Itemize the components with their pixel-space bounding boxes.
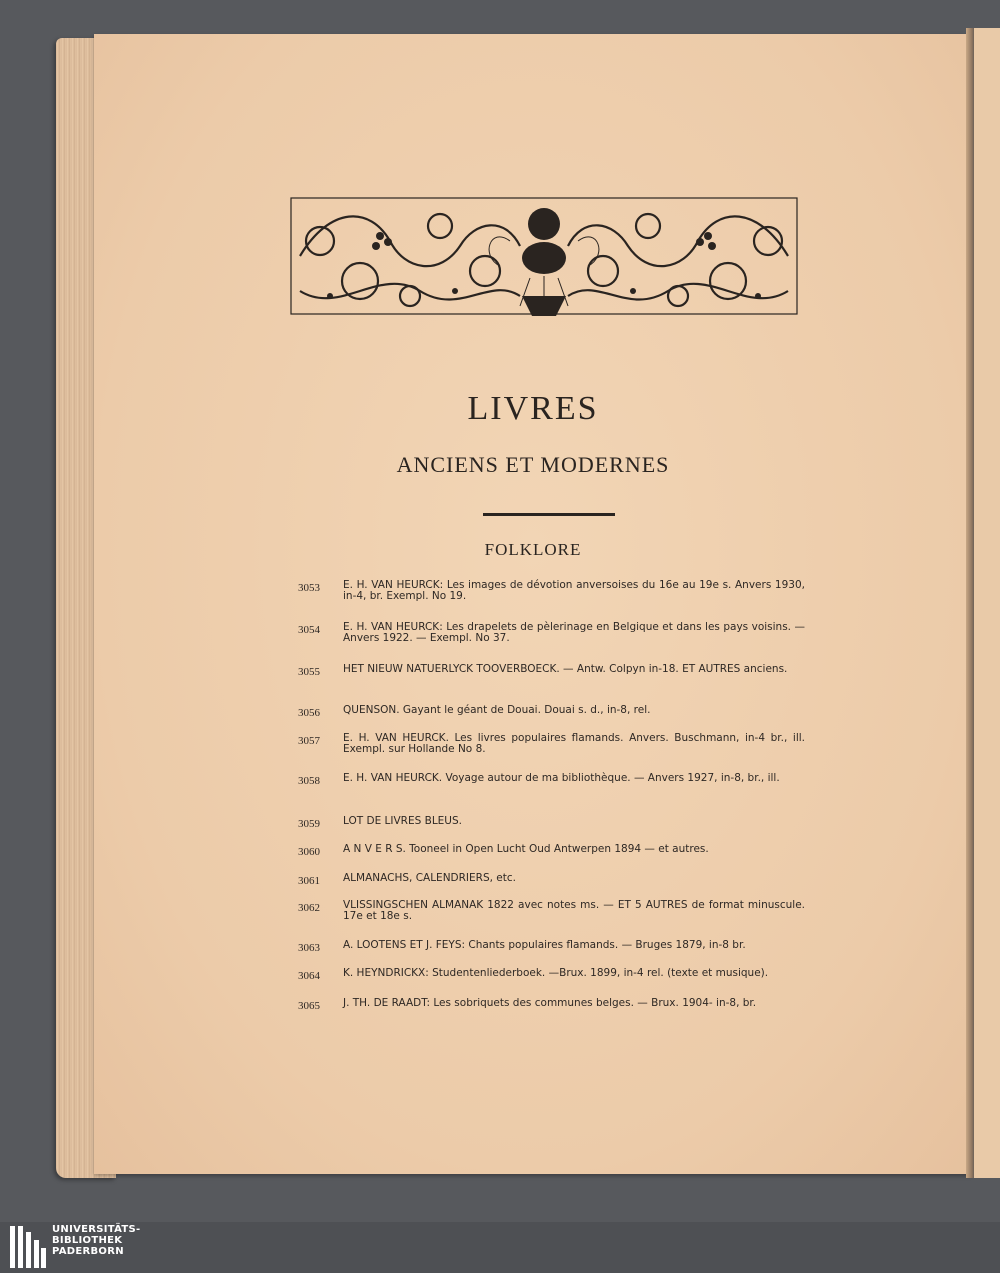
lot-description: A. LOOTENS ET J. FEYS: Chants populaires flamands. — Bruges 1879, in-8 br. [343,939,746,951]
lot-number: 3061 [298,875,320,887]
logo-line: UNIVERSITÄTS- [52,1224,141,1235]
lot-number: 3060 [298,846,320,858]
lot-description: E. H. VAN HEURCK. Les livres populaires flamands. Anvers. Buschmann, in-4 br., ill. Exempl. sur Hollande No 8. [343,732,805,755]
lot-number: 3064 [298,970,320,982]
logo-line: BIBLIOTHEK [52,1235,123,1246]
lot-description: HET NIEUW NATUERLYCK TOOVERBOECK. — Antw. Colpyn in-18. ET AUTRES anciens. [343,663,788,675]
section-heading: FOLKLORE [484,540,582,559]
footer-bar [0,1222,1000,1273]
lot-description: A N V E R S. Tooneel in Open Lucht Oud Antwerpen 1894 — et autres. [343,843,709,855]
lot-description: J. TH. DE RAADT: Les sobriquets des communes belges. — Brux. 1904- in-8, br. [343,997,757,1009]
lot-description: ALMANACHS, CALENDRIERS, etc. [343,872,516,884]
lot-number: 3055 [298,666,320,678]
lot-description: VLISSINGSCHEN ALMANAK 1822 avec notes ms. — ET 5 AUTRES de format minuscule. 17e et 18e s. [343,899,805,922]
facing-page-edge [974,28,1000,1178]
lot-description: QUENSON. Gayant le géant de Douai. Douai s. d., in-8, rel. [343,704,651,716]
lot-number: 3057 [298,735,320,747]
lot-number: 3056 [298,707,320,719]
library-logo-icon [10,1226,46,1268]
lot-number: 3065 [298,1000,320,1012]
lot-number: 3062 [298,902,320,914]
lot-number: 3054 [298,624,320,636]
lot-description: E. H. VAN HEURCK: Les drapelets de pèlerinage en Belgique et dans les pays voisins. — Anvers 1922. — Exempl. No 37. [343,621,805,644]
page-title: LIVRES [467,390,599,427]
lot-description: LOT DE LIVRES BLEUS. [343,815,462,827]
lot-number: 3058 [298,775,320,787]
lot-description: K. HEYNDRICKX: Studentenliederboek. —Brux. 1899, in-4 rel. (texte et musique). [343,967,769,979]
logo-line: PADERBORN [52,1246,124,1257]
lot-number: 3059 [298,818,320,830]
title-divider [483,513,615,516]
lot-number: 3063 [298,942,320,954]
ornamental-headpiece [290,196,798,320]
page-subtitle: ANCIENS ET MODERNES [396,452,670,477]
library-logo-text [52,1224,141,1257]
lot-description: E. H. VAN HEURCK. Voyage autour de ma bibliothèque. — Anvers 1927, in-8, br., ill. [343,772,780,784]
lot-number: 3053 [298,582,320,594]
lot-description: E. H. VAN HEURCK: Les images de dévotion anversoises du 16e au 19e s. Anvers 1930, in-4, br. Exempl. No 19. [343,579,805,602]
